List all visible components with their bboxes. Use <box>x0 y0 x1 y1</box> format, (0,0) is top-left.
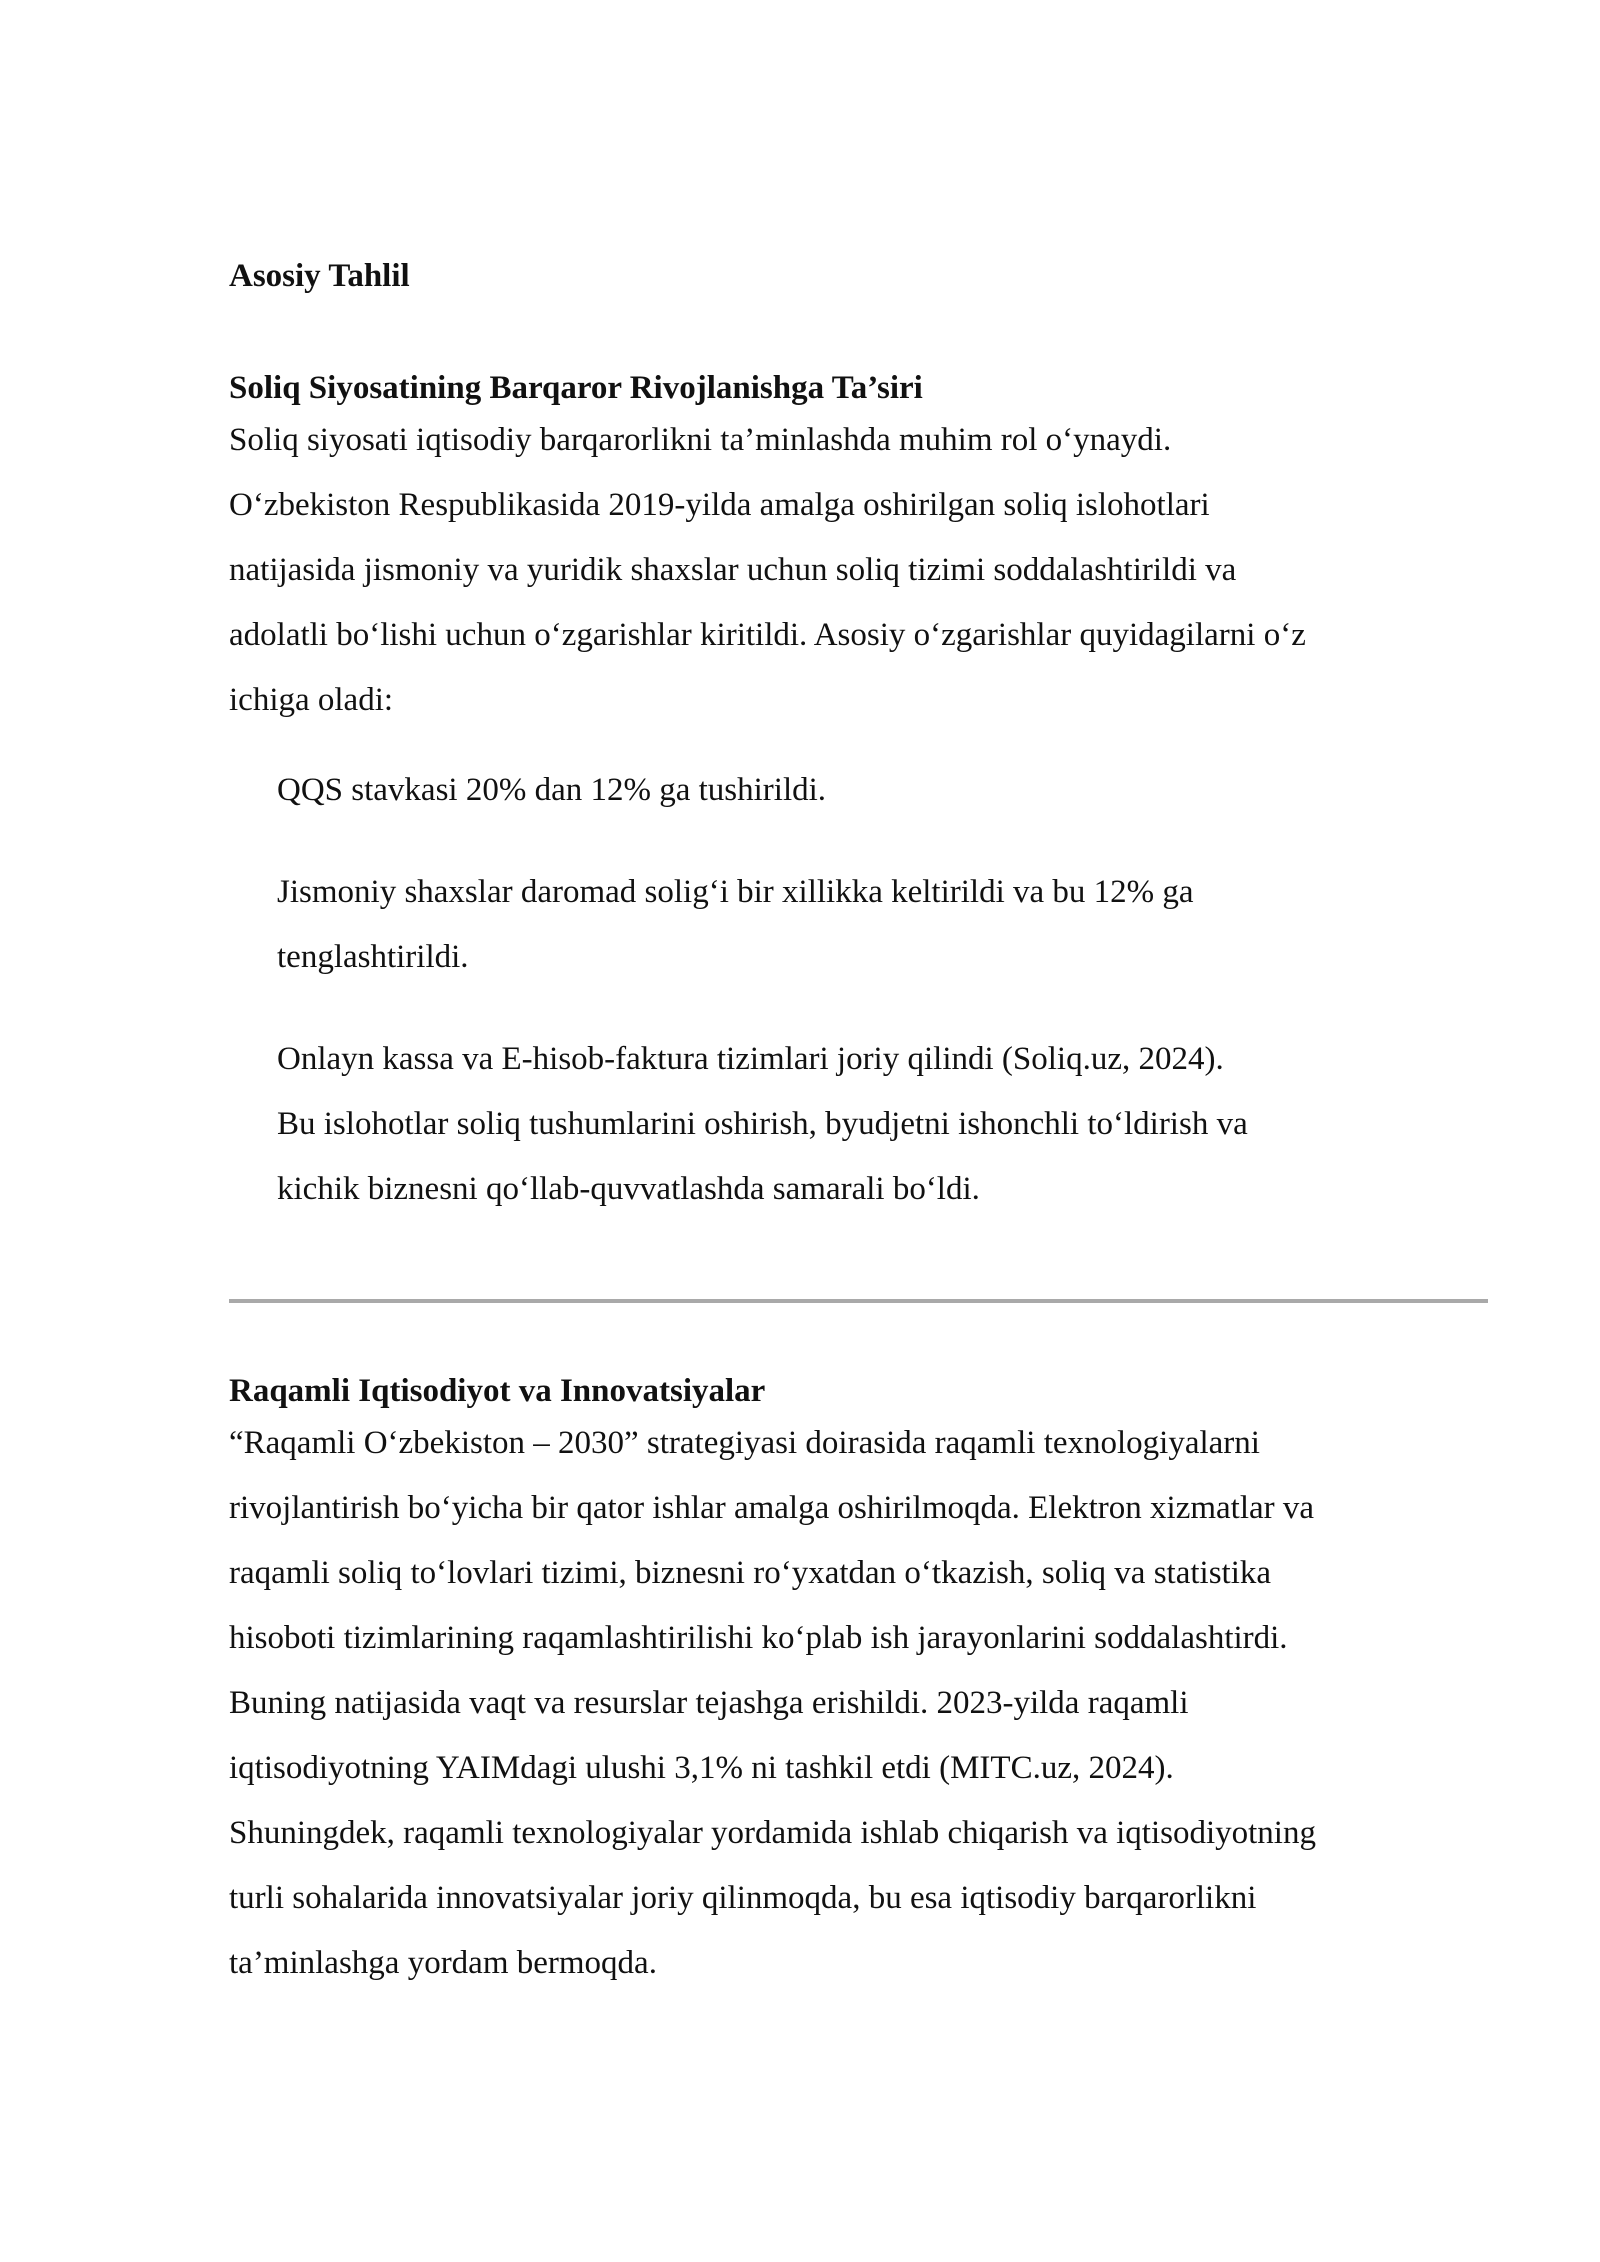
section-paragraph <box>229 1411 1489 1996</box>
text-line: iqtisodiyotning YAIMdagi ulushi 3,1% ni tashkil etdi (MITC.uz, 2024). <box>229 1750 1174 1786</box>
text-line: Onlayn kassa va E-hisob-faktura tizimlari joriy qilindi (Soliq.uz, 2024). <box>277 1041 1224 1077</box>
section-paragraph <box>229 408 1489 733</box>
text-line: Shuningdek, raqamli texnologiyalar yordamida ishlab chiqarish va iqtisodiyotning <box>229 1815 1316 1851</box>
list-item <box>277 860 1489 990</box>
text-line: kichik biznesni qo‘llab-quvvatlashda samarali bo‘ldi. <box>277 1171 980 1207</box>
text-line: rivojlantirish bo‘yicha bir qator ishlar amalga oshirilmoqda. Elektron xizmatlar va <box>229 1490 1315 1526</box>
list-item <box>277 758 1489 823</box>
reform-list <box>277 758 1489 1092</box>
text-line: raqamli soliq to‘lovlari tizimi, biznesni ro‘yxatdan o‘tkazish, soliq va statistika <box>229 1555 1272 1591</box>
text-line: ichiga oladi: <box>229 682 394 718</box>
text-line: adolatli bo‘lishi uchun o‘zgarishlar kiritildi. Asosiy o‘zgarishlar quyidagilarni o‘z <box>229 617 1306 653</box>
text-line: Soliq siyosati iqtisodiy barqarorlikni ta’minlashda muhim rol o‘ynaydi. <box>229 422 1172 458</box>
text-line: ta’minlashga yordam bermoqda. <box>229 1945 657 1981</box>
text-line: QQS stavkasi 20% dan 12% ga tushirildi. <box>277 772 827 808</box>
section-digital-economy <box>229 1369 1489 1996</box>
text-line: Jismoniy shaxslar daromad solig‘i bir xillikka keltirildi va bu 12% ga <box>277 874 1194 910</box>
text-line: Buning natijasida vaqt va resurslar tejashga erishildi. 2023-yilda raqamli <box>229 1685 1189 1721</box>
list-item <box>277 1027 1489 1092</box>
text-line: natijasida jismoniy va yuridik shaxslar uchun soliq tizimi soddalashtirildi va <box>229 552 1237 588</box>
section-tax-policy <box>229 366 1489 1222</box>
list-conclusion-paragraph <box>277 1092 1489 1222</box>
text-line: tenglashtirildi. <box>277 939 469 975</box>
document-page <box>229 254 1489 1996</box>
section-divider <box>229 1299 1488 1303</box>
text-line: O‘zbekiston Respublikasida 2019-yilda amalga oshirilgan soliq islohotlari <box>229 487 1210 523</box>
main-heading: Asosiy Tahlil <box>229 258 410 294</box>
section-heading: Raqamli Iqtisodiyot va Innovatsiyalar <box>229 1373 766 1409</box>
text-line: “Raqamli O‘zbekiston – 2030” strategiyasi doirasida raqamli texnologiyalarni <box>229 1425 1260 1461</box>
text-line: Bu islohotlar soliq tushumlarini oshirish, byudjetni ishonchli to‘ldirish va <box>277 1106 1248 1142</box>
text-line: hisoboti tizimlarining raqamlashtirilishi ko‘plab ish jarayonlarini soddalashtirdi. <box>229 1620 1288 1656</box>
section-heading: Soliq Siyosatining Barqaror Rivojlanishga Ta’siri <box>229 370 923 406</box>
text-line: turli sohalarida innovatsiyalar joriy qilinmoqda, bu esa iqtisodiy barqarorlikni <box>229 1880 1257 1916</box>
